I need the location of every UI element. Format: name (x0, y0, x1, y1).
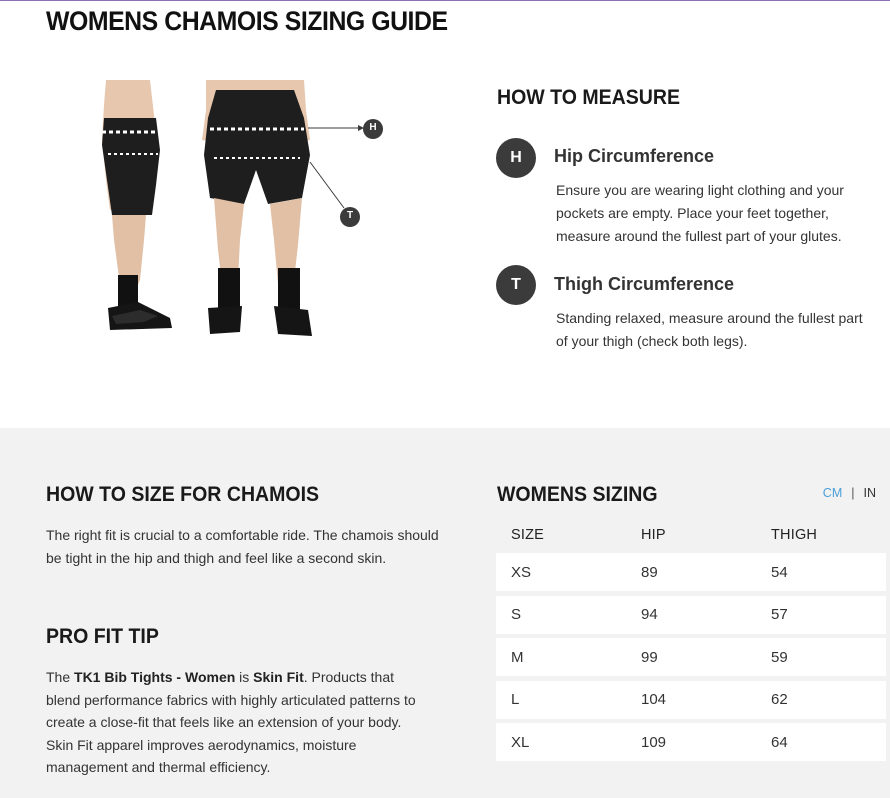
unit-cm-button[interactable]: CM (822, 486, 843, 500)
product-name: TK1 Bib Tights - Women (74, 669, 236, 685)
hip-cell: 109 (641, 733, 667, 751)
size-cell: S (511, 606, 522, 623)
table-row (496, 638, 886, 676)
column-header-thigh: THIGH (771, 526, 818, 543)
size-cell: XS (511, 563, 532, 581)
hip-title: Hip Circumference (554, 146, 715, 166)
side-view-figure (102, 80, 172, 330)
size-cell: L (511, 691, 520, 708)
table-row (496, 723, 886, 761)
table-row (496, 596, 886, 634)
thigh-cell: 64 (771, 733, 788, 751)
thigh-description: Standing relaxed, measure around the fullest part of your thigh (check both legs). (556, 310, 863, 349)
pro-fit-tip-heading: PRO FIT TIP (46, 625, 159, 648)
womens-sizing-heading: WOMENS SIZING (497, 483, 658, 506)
table-header (496, 516, 886, 553)
measurement-illustration (88, 80, 388, 350)
hip-cell: 89 (641, 563, 658, 581)
thigh-cell: 54 (771, 563, 788, 581)
sizing-table (496, 516, 886, 766)
pro-fit-text-part: The (46, 669, 75, 685)
pro-fit-tip-text (46, 666, 431, 779)
how-to-size-text: The right fit is crucial to a comfortable ride. The chamois should be tight in the hip and thigh and feel like a second skin. (46, 527, 439, 566)
thigh-cell: 57 (771, 606, 788, 623)
front-view-figure (202, 80, 364, 336)
top-divider (0, 0, 890, 1)
how-to-measure-heading: HOW TO MEASURE (497, 86, 681, 109)
pro-fit-text-part: is (235, 669, 254, 685)
hip-cell: 104 (641, 691, 667, 708)
thigh-badge-icon: T (496, 265, 536, 305)
how-to-size-heading: HOW TO SIZE FOR CHAMOIS (46, 483, 320, 506)
hip-cell: 94 (641, 606, 658, 623)
unit-toggle (823, 486, 876, 500)
fit-type: Skin Fit (253, 669, 304, 685)
thigh-title: Thigh Circumference (554, 274, 735, 294)
size-cell: M (511, 648, 524, 666)
column-header-hip: HIP (641, 526, 666, 543)
hip-description: Ensure you are wearing light clothing and your pockets are empty. Place your feet together, measure around the fullest part of your glutes. (556, 182, 844, 244)
unit-in-button[interactable]: IN (863, 486, 876, 500)
thigh-cell: 59 (771, 648, 788, 666)
size-cell: XL (511, 733, 530, 751)
pro-fit-text-part: . Products that blend performance fabrics with highly articulated patterns to create a close-fit that feels like an extension of your body. Skin Fit apparel improves aerodynamics, moisture management and thermal efficiency. (46, 669, 416, 775)
column-header-size: SIZE (511, 526, 545, 543)
hip-badge-icon: H (496, 138, 536, 178)
measurement-figure (88, 80, 388, 350)
thigh-marker-label: T (346, 210, 354, 221)
page-title: WOMENS CHAMOIS SIZING GUIDE (46, 6, 448, 36)
hip-marker-label: H (369, 122, 377, 133)
table-row (496, 681, 886, 719)
table-row (496, 553, 886, 591)
thigh-cell: 62 (771, 691, 788, 708)
unit-separator: | (851, 486, 855, 500)
hip-cell: 99 (641, 648, 658, 666)
